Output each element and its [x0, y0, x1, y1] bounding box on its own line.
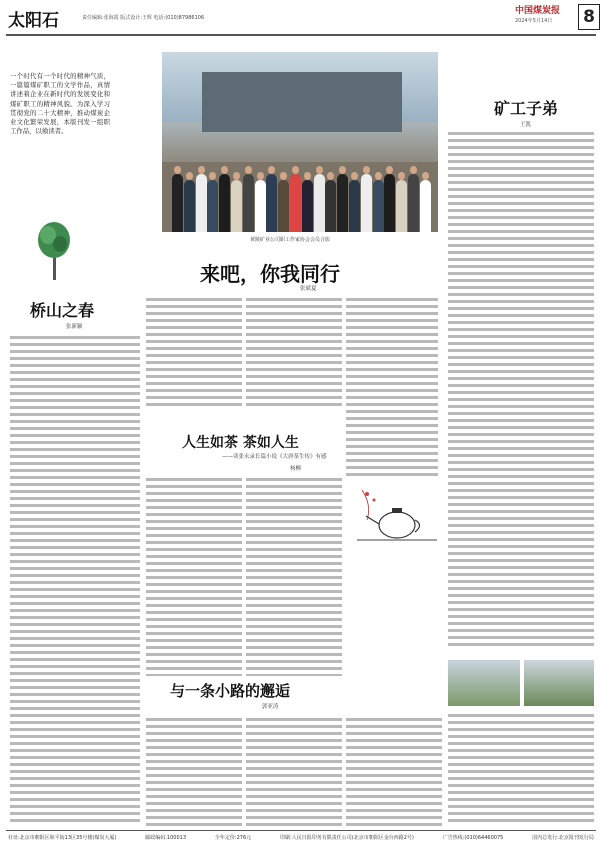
text-column-1: [10, 334, 140, 824]
photo-person-head: [292, 166, 299, 174]
rensheng-subtitle: ——读张永录长篇小说《大唐茶生传》有感: [222, 454, 327, 460]
issue-date: 2024年5月14日: [515, 18, 553, 24]
photo-person-head: [186, 172, 193, 180]
kuanggong-author: 王凯: [520, 122, 532, 128]
photo-person: [384, 174, 395, 232]
photo-person: [420, 180, 431, 232]
footer-ad: 广告热线:(010)64460075: [442, 835, 504, 841]
intro-text: 一个时代有一个时代的精神气质，一篇篇煤矿职工的文学作品，真情讲述着企业在新时代的发展变化和煤矿职工的精神风貌。为深入学习贯彻党的二十大精神，推动煤炭企业文化繁荣发展，本版刊发一组职工作品，以飨读者。: [10, 72, 110, 136]
xiaolu-headline: 与一条小路的邂逅: [170, 682, 291, 700]
photo-person: [325, 180, 336, 232]
photo-person: [172, 174, 183, 232]
editor-info: 责任编辑:张海霞 版式设计:王辉 电话:(010)87986106: [82, 15, 205, 21]
teapot-illustration: [352, 480, 442, 560]
photo-person-head: [174, 166, 181, 174]
footer-printer: 印刷:人民日报印务有限责任公司(北京市朝阳区金台西路2号): [280, 835, 414, 841]
photo-person-head: [410, 166, 417, 174]
section-title: 太阳石: [8, 11, 59, 31]
text-column-6: [146, 476, 242, 676]
group-photo: [162, 52, 438, 232]
qiaoshan-headline: 桥山之春: [30, 301, 95, 320]
photo-person-head: [351, 172, 358, 180]
photo-person-head: [198, 166, 205, 174]
photo-person-head: [316, 166, 323, 174]
photo-person: [314, 174, 325, 232]
landscape-photo-2: [524, 660, 594, 706]
text-column-2: [146, 296, 242, 406]
text-column-3: [246, 296, 342, 406]
photo-person: [337, 174, 348, 232]
text-column-7: [246, 476, 342, 676]
rensheng-headline: 人生如茶 茶如人生: [182, 435, 299, 451]
footer-rule: [6, 830, 596, 831]
footer-address: 社址:北京市朝阳区和平街13区35号楼(煤炭大厦): [8, 835, 117, 841]
landscape-photo-1: [448, 660, 520, 706]
text-column-9: [246, 716, 342, 826]
photo-person-head: [422, 172, 429, 180]
text-column-10: [346, 716, 442, 826]
photo-person-head: [233, 172, 240, 180]
text-column-8: [146, 716, 242, 826]
page-number: 8: [578, 4, 600, 30]
kuanggong-headline: 矿工子弟: [494, 99, 559, 118]
footer-price: 全年定价:276元: [214, 835, 252, 841]
qiaoshan-author: 张新颖: [66, 324, 83, 330]
photo-person: [396, 180, 407, 232]
text-column-11: [448, 712, 594, 824]
photo-person: [184, 180, 195, 232]
photo-person: [349, 180, 360, 232]
photo-person-head: [304, 172, 311, 180]
xiaolu-author: 郭亚涛: [262, 704, 279, 710]
photo-person: [290, 174, 301, 232]
photo-person-head: [375, 172, 382, 180]
main-headline: 来吧，你我同行: [200, 262, 340, 286]
photo-person: [408, 174, 419, 232]
header-rule: [6, 34, 596, 36]
text-column-4: [346, 296, 438, 476]
main-author: 张斌夏: [300, 286, 317, 292]
footer-distribution: 国内总发行:北京报刊发行局: [532, 835, 594, 841]
photo-person: [231, 180, 242, 232]
paper-name: 中国煤炭报: [515, 6, 561, 16]
photo-person: [207, 180, 218, 232]
footer-postcode: 邮政编码:100013: [145, 835, 187, 841]
photo-person: [302, 180, 313, 232]
tree-illustration: [34, 220, 74, 280]
photo-person: [243, 174, 254, 232]
photo-caption: 黄陵矿业公司职工作家协会会员合影: [250, 237, 331, 243]
photo-person: [196, 174, 207, 232]
photo-person: [373, 180, 384, 232]
photo-person-head: [363, 166, 370, 174]
photo-person: [255, 180, 266, 232]
rensheng-author: 杨柳: [290, 466, 302, 472]
photo-person-head: [257, 172, 264, 180]
footer: [8, 834, 594, 841]
photo-person: [361, 174, 372, 232]
photo-person: [278, 180, 289, 232]
photo-person: [219, 174, 230, 232]
text-column-5: [448, 130, 594, 650]
photo-person-head: [245, 166, 252, 174]
photo-person: [266, 174, 277, 232]
